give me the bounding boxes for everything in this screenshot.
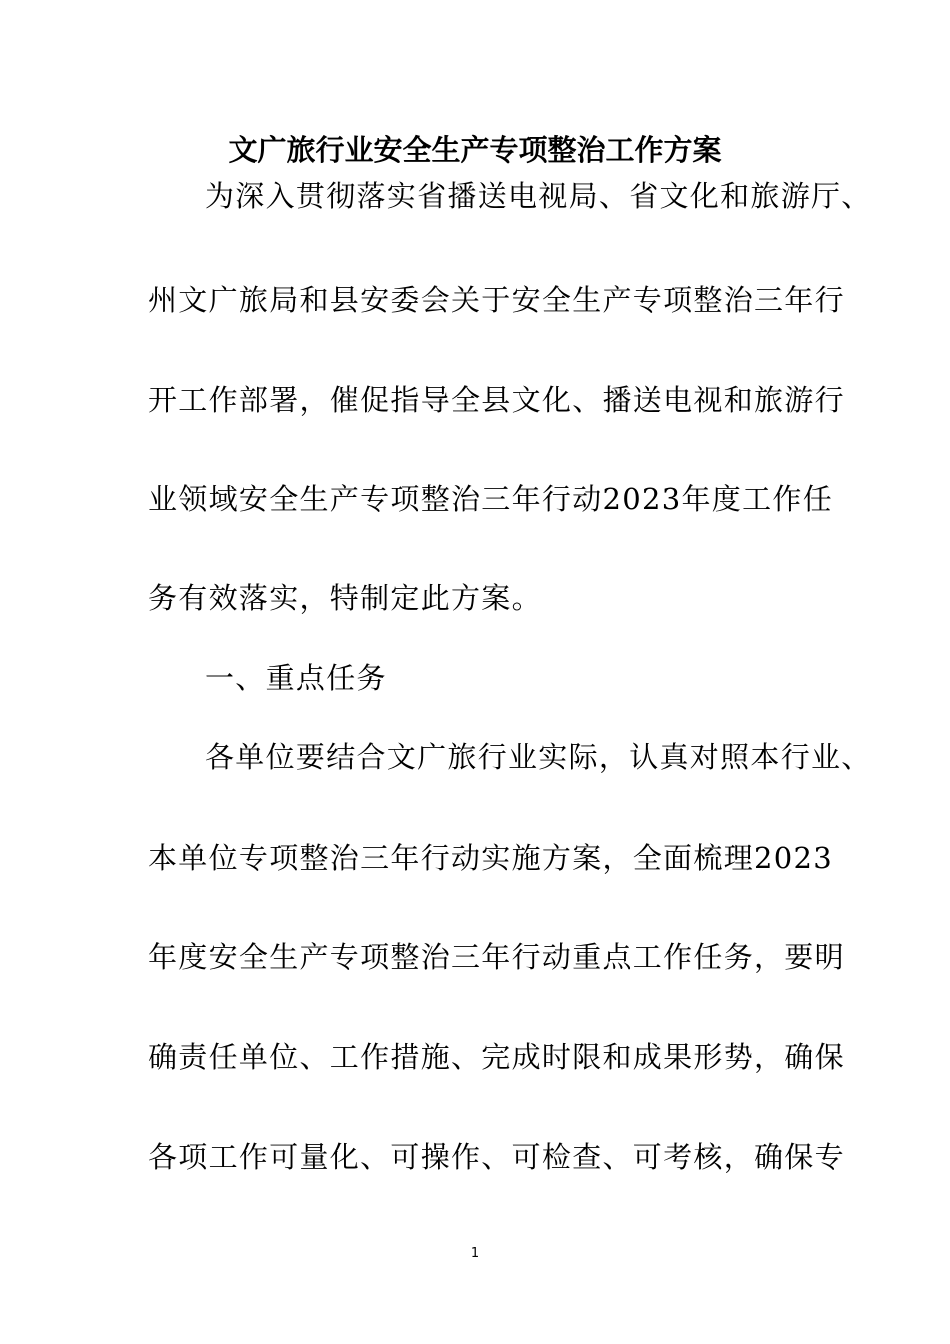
paragraph-line: 务有效落实，特制定此方案。 [148, 581, 542, 615]
paragraph-line: 开工作部署，催促指导全县文化、播送电视和旅游行 [148, 383, 845, 417]
paragraph-line: 年度安全生产专项整治三年行动重点工作任务，要明 [148, 940, 845, 974]
paragraph-line: 业领域安全生产专项整治三年行动2023年度工作任 [148, 482, 834, 516]
document-title: 文广旅行业安全生产专项整治工作方案 [228, 133, 722, 167]
paragraph-line: 各项工作可量化、可操作、可检查、可考核，确保专 [148, 1140, 845, 1174]
paragraph-line: 各单位要结合文广旅行业实际，认真对照本行业、 [205, 740, 872, 774]
paragraph-line: 本单位专项整治三年行动实施方案，全面梳理2023 [148, 841, 834, 875]
paragraph-line: 确责任单位、工作措施、完成时限和成果形势，确保 [148, 1040, 845, 1074]
page-number: 1 [470, 1246, 480, 1261]
paragraph-line: 为深入贯彻落实省播送电视局、省文化和旅游厅、 [205, 179, 872, 213]
paragraph-line: 州文广旅局和县安委会关于安全生产专项整治三年行 [148, 283, 845, 317]
section-heading: 一、重点任务 [205, 661, 387, 695]
